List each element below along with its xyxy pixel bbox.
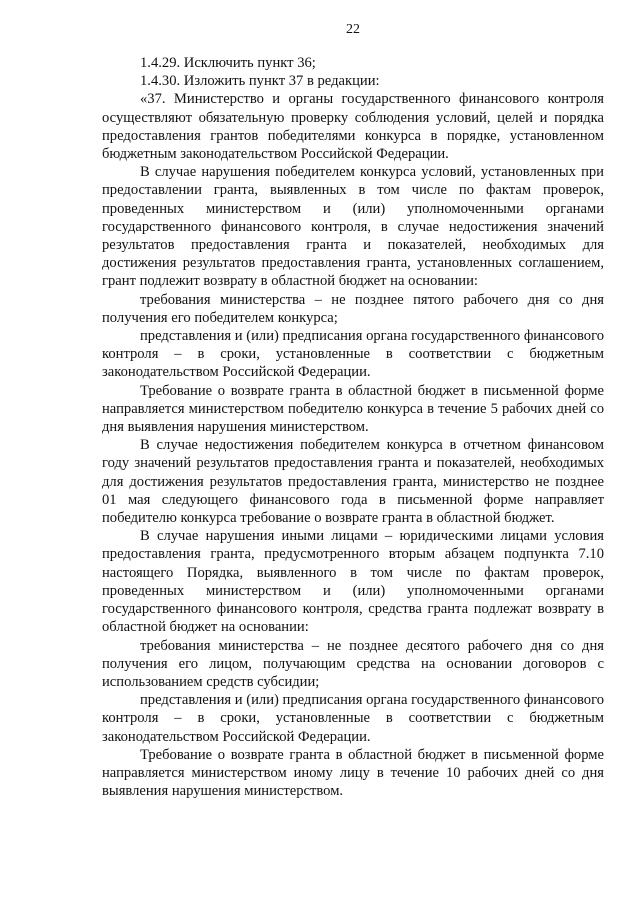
paragraph-item-37: «37. Министерство и органы государственного финансового контроля осуществляют обязательную проверку соблюдения условий, целей и порядка предоставления грантов победителями конкурса в порядке, установленном бюджетным законодательством Российской Федерации. — [102, 91, 604, 163]
paragraph-1-4-30: 1.4.30. Изложить пункт 37 в редакции: — [140, 73, 380, 90]
paragraph-control-body-order: представления и (или) предписания органа государственного финансового контроля – в сроки, установленные в соответствии с бюджетным законодательством Российской Федерации. — [102, 328, 604, 381]
paragraph-other-persons-violation: В случае нарушения иными лицами – юридическими лицами условия предоставления гранта, предусмотренного вторым абзацем подпункта 7.10 настоящего Порядка, выявленного в том числе по фактам проверок, проведенных министерством и (или) уполномоченными органами государственного финансового контроля, средства гранта подлежат возврату в областной бюджет на основании: — [102, 528, 604, 636]
paragraph-violation-conditions: В случае нарушения победителем конкурса условий, установленных при предоставлении гранта, выявленных в том числе по фактам проверок, проведенных министерством и (или) уполномоченными органами государственного финансового контроля, в случае недостижения значений результатов предоставления гранта и показателей, необходимых для достижения результатов предоставления гранта, установленных соглашением, грант подлежит возврату в областной бюджет на основании: — [102, 164, 604, 290]
document-page — [102, 22, 604, 800]
paragraph-ministry-requirement: требования министерства – не позднее пятого рабочего дня со дня получения его победителем конкурса; — [102, 291, 604, 326]
page-number: 22 — [346, 22, 360, 37]
paragraph-results-not-achieved: В случае недостижения победителем конкурса в отчетном финансовом году значений результатов предоставления гранта и показателей, необходимых для достижения результатов предоставления гранта, министерство не позднее 01 мая следующего финансового года в письменной форме направляет победителю конкурса требование о возврате гранта в областной бюджет. — [102, 437, 604, 527]
paragraph-control-body-order-other: представления и (или) предписания органа государственного финансового контроля – в сроки, установленные в соответствии с бюджетным законодательством Российской Федерации. — [102, 692, 604, 745]
paragraph-return-requirement-other: Требование о возврате гранта в областной бюджет в письменной форме направляется министерством иному лицу в течение 10 рабочих дней со дня выявления нарушения министерством. — [102, 746, 604, 800]
paragraph-1-4-29: 1.4.29. Исключить пункт 36; — [140, 55, 316, 71]
paragraph-return-requirement: Требование о возврате гранта в областной бюджет в письменной форме направляется министерством победителю конкурса в течение 5 рабочих дней со дня выявления нарушения министерством. — [102, 382, 604, 436]
paragraph-ministry-requirement-other: требования министерства – не позднее десятого рабочего дня со дня получения его лицом, получающим средства на основании договоров с использованием средств субсидии; — [102, 637, 604, 690]
